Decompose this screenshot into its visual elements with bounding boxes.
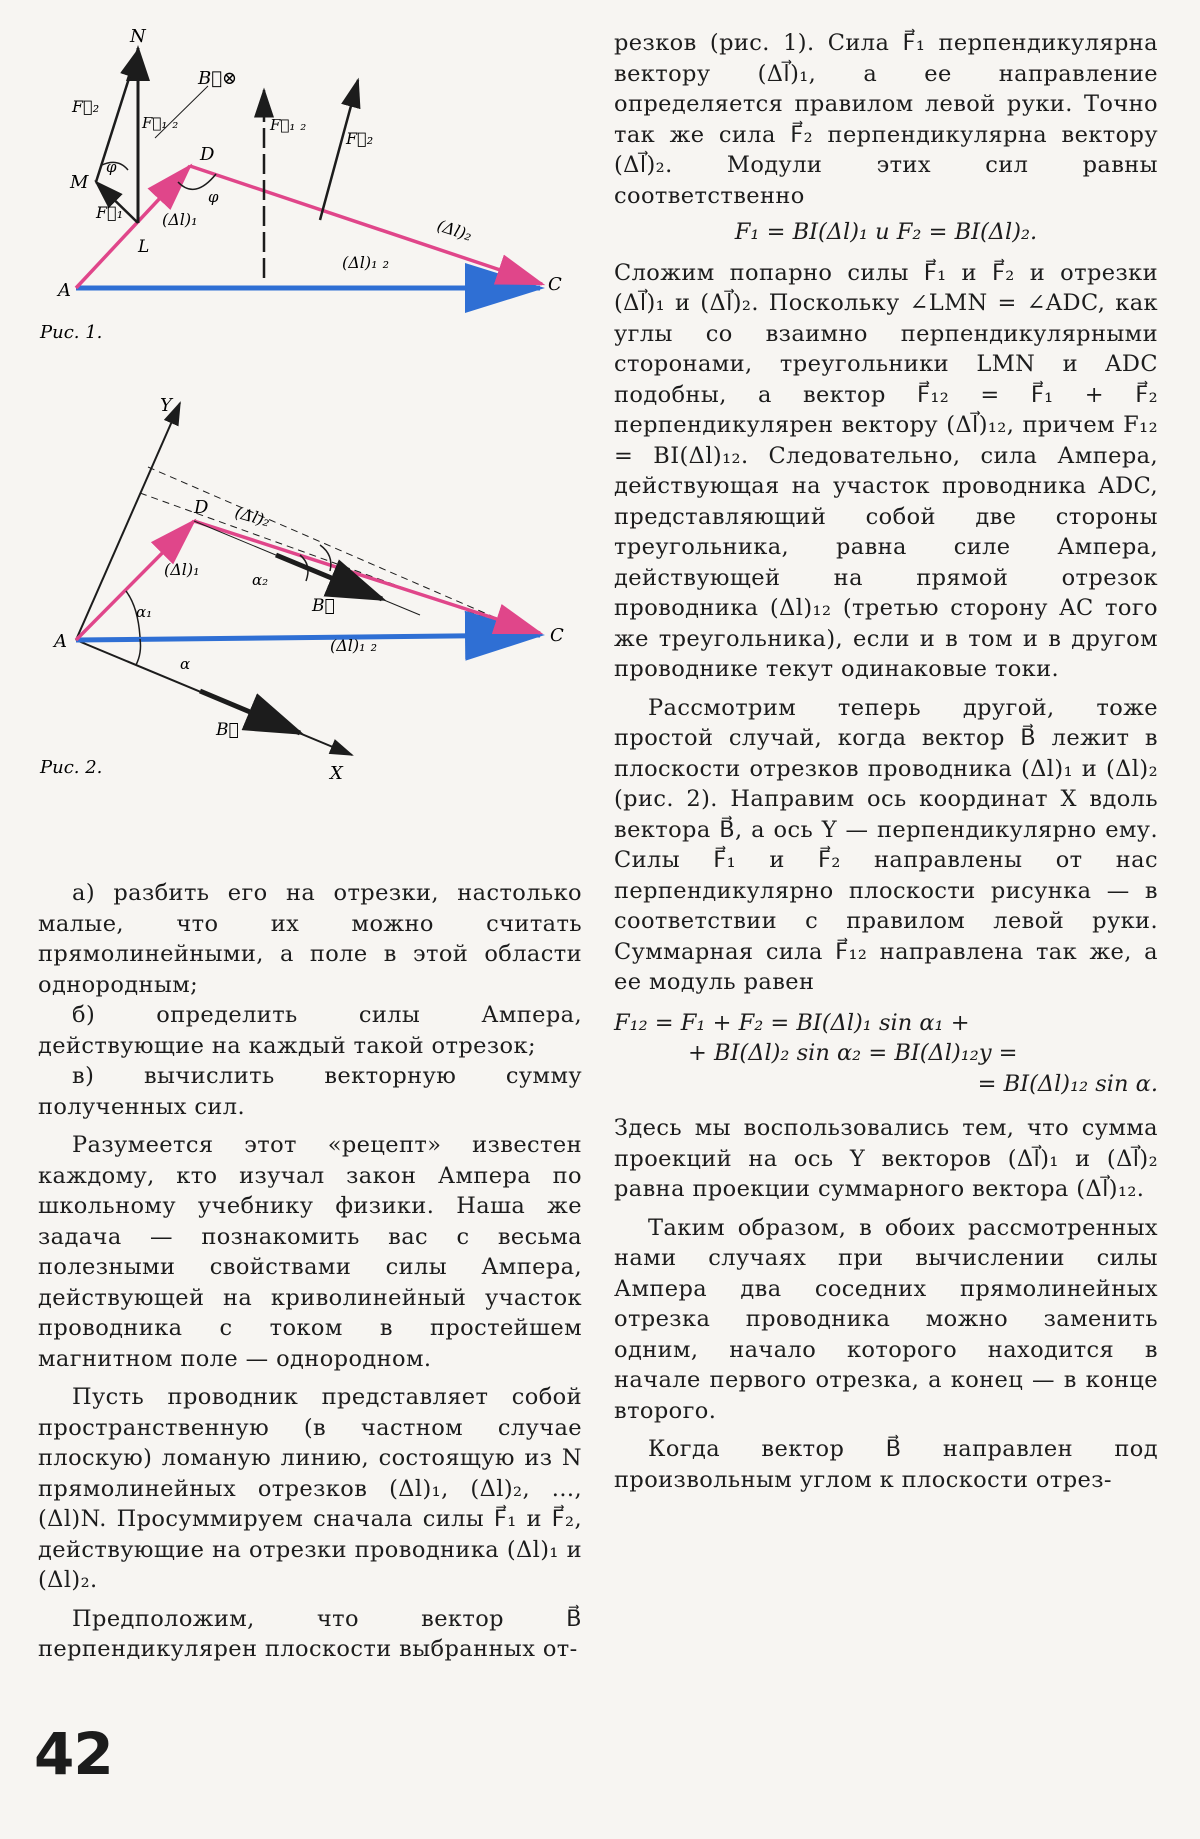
label-M: M — [70, 172, 89, 193]
vector-B-low — [200, 691, 300, 733]
label-dl1: (Δl)₁ — [164, 560, 200, 579]
label-D: D — [200, 144, 215, 165]
label-dl12: (Δl)₁ ₂ — [342, 253, 390, 272]
equation-sum-line1: F₁₂ = F₁ + F₂ = BI(Δl)₁ sin α₁ + — [614, 1009, 970, 1036]
angle-a — [136, 639, 141, 665]
equation-forces: F₁ = BI(Δl)₁ и F₂ = BI(Δl)₂. — [734, 219, 1038, 245]
label-B-low: B⃗ — [216, 720, 239, 740]
vector-F2-right — [320, 80, 358, 220]
right-column — [614, 28, 1158, 1495]
label-Y: Y — [160, 395, 172, 416]
label-dl12: (Δl)₁ ₂ — [330, 636, 378, 655]
left-paragraph-c: в) вычислить векторную сумму полученных сил. — [38, 1063, 582, 1120]
vector-dl12 — [76, 635, 540, 640]
left-paragraph-b: б) определить силы Ампера, действующие на каждый такой отрезок; — [38, 1002, 582, 1059]
label-dl1: (Δl)₁ — [162, 210, 198, 229]
vector-dl1 — [76, 521, 194, 640]
label-B: B⃗⊗ — [198, 68, 238, 89]
vector-dl2 — [194, 521, 540, 633]
label-dl2: (Δl)₂ — [232, 502, 273, 531]
right-paragraph-6: Когда вектор B⃗ направлен под произвольным углом к плоскости отрез- — [614, 1436, 1158, 1493]
right-paragraph-3: Рассмотрим теперь другой, тоже простой случай, когда вектор B⃗ лежит в плоскости отрезков проводника (Δl)₁ и (Δl)₂ (рис. 2). Направим ось координат X вдоль вектора B⃗, а ось Y — перпендикулярно ему. Силы F⃗₁ и F⃗₂ направлены от нас перпендикулярно плоскости рисунка — в соответствии с правилом левой руки. Суммарная сила F⃗₁₂ направлена так же, а ее модуль равен — [614, 694, 1158, 995]
left-paragraph-a: а) разбить его на отрезки, настолько малые, что их можно считать прямолинейными, а поле в этой области однородным; — [38, 880, 582, 998]
label-A: A — [58, 280, 71, 301]
label-X: X — [330, 763, 343, 784]
dashed-line-mid — [148, 467, 540, 637]
label-F2-small: F⃗₂ — [72, 97, 100, 116]
label-N: N — [130, 26, 146, 47]
page-number: 42 — [34, 1720, 113, 1788]
right-paragraph-2: Сложим попарно силы F⃗₁ и F⃗₂ и отрезки (Δl⃗)₁ и (Δl⃗)₂. Поскольку ∠LMN = ∠ADC, как углы со взаимно перпендикулярными сторонами, треугольники LMN и ADC подобны, а вектор F⃗₁₂ = F⃗₁ + F⃗₂ перпендикулярен вектору (Δl⃗)₁₂, причем F₁₂ = BI(Δl)₁₂. Следовательно, сила Ампера, действующая на участок проводника ADC, представляющий собой две стороны треугольника, равна силе Ампера, действующей на прямой отрезок проводника (Δl)₁₂ (третью сторону AC того же треугольника), если и в том и в другом проводнике текут одинаковые токи. — [614, 259, 1158, 682]
label-a2: α₂ — [252, 571, 269, 589]
label-dl2: (Δl)₂ — [434, 215, 475, 245]
label-F12-left: F⃗₁ ₂ — [142, 114, 179, 132]
equation-sum-line3: = BI(Δl)₁₂ sin α. — [977, 1070, 1158, 1097]
right-paragraph-1: резков (рис. 1). Сила F⃗₁ перпендикулярна вектору (Δl⃗)₁, а ее направление определяется правилом левой руки. Точно так же сила F⃗₂ перпендикулярна вектору (Δl⃗)₂. Модули этих сил равны соответственно — [614, 30, 1158, 209]
figure-2 — [30, 385, 590, 785]
left-paragraph-recipe: Разумеется этот «рецепт» известен каждому, кто изучал закон Ампера по школьному учебнику физики. Наша же задача — познакомить вас с весьма полезными свойствами силы Ампера, действующей на криволинейный участок проводника с током в простейшем магнитном поле — однородном. — [38, 1132, 582, 1372]
figure-1-caption: Рис. 1. — [40, 322, 103, 343]
label-F1: F⃗₁ — [96, 203, 124, 222]
label-L: L — [138, 237, 150, 257]
left-paragraph-polyline: Пусть проводник представляет собой пространственную (в частном случае плоскую) ломаную линию, состоящую из N прямолинейных отрезков (Δl)₁, (Δl)₂, ..., (Δl)N. Просуммируем сначала силы F⃗₁ и F⃗₂, действующие на отрезки проводника (Δl)₁ и (Δl)₂. — [38, 1384, 582, 1593]
label-D: D — [194, 497, 209, 518]
label-a1: α₁ — [136, 603, 153, 621]
label-F12-mid: F⃗₁ ₂ — [270, 116, 307, 134]
label-F2-right: F⃗₂ — [346, 129, 374, 148]
axis-y — [76, 403, 180, 640]
label-C: C — [548, 274, 562, 295]
label-phi-left: φ — [106, 158, 117, 176]
equation-sum-line2: + BI(Δl)₂ sin α₂ = BI(Δl)₁₂y = — [688, 1040, 1018, 1066]
left-paragraph-assume: Предположим, что вектор B⃗ перпендикулярен плоскости выбранных от- — [38, 1605, 582, 1662]
figure-1 — [30, 20, 590, 350]
right-paragraph-5: Таким образом, в обоих рассмотренных нами случаях при вычислении силы Ампера два соседних прямолинейных отрезка проводника можно заменить одним, начало которого находится в начале первого отрезка, а конец — в конце второго. — [614, 1214, 1158, 1424]
label-C: C — [550, 625, 564, 646]
label-B-mid: B⃗ — [312, 596, 335, 616]
label-phi-right: φ — [208, 188, 219, 206]
label-a: α — [180, 655, 191, 673]
right-paragraph-4: Здесь мы воспользовались тем, что сумма проекций на ось Y векторов (Δl⃗)₁ и (Δl⃗)₂ равна проекции суммарного вектора (Δl⃗)₁₂. — [614, 1115, 1158, 1202]
figure-2-caption: Рис. 2. — [40, 757, 103, 778]
left-column — [38, 878, 582, 1665]
label-A: A — [54, 631, 67, 652]
